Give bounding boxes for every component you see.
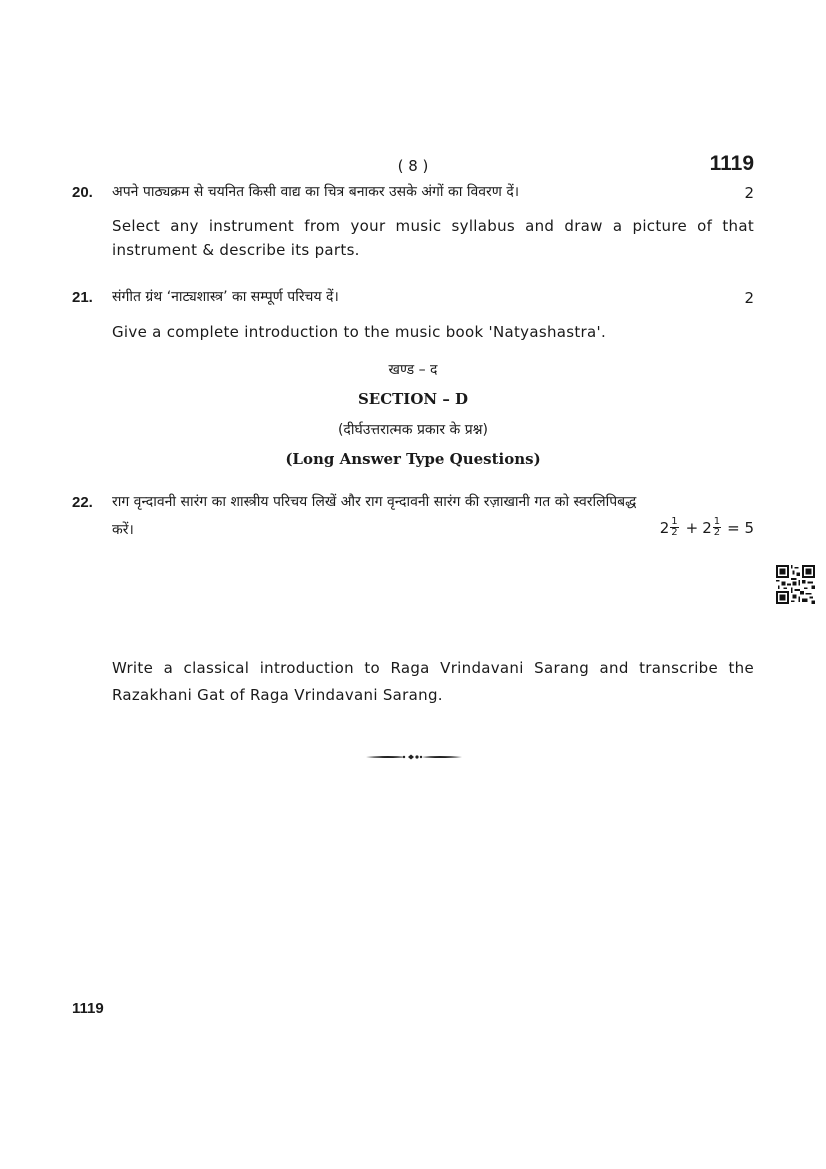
marks-fraction-1 (670, 517, 678, 538)
question-22-english: Write a classical introduction to Raga Vrindavani Sarang and transcribe the Razakhani Gat of Raga Vrindavani Sarang. (112, 659, 754, 704)
marks-fraction-2 (713, 517, 721, 538)
question-22-hindi-line1: राग वृन्दावनी सारंग का शास्त्रीय परिचय लिखें और राग वृन्दावनी सारंग की रज़ाखानी गत को स्वरलिपिबद्ध (112, 494, 637, 510)
question-21-hindi: संगीत ग्रंथ ‘नाट्यशास्त्र’ का सम्पूर्ण परिचय दें। (112, 289, 339, 305)
marks-plus: + (685, 518, 699, 537)
marks-total: = 5 (727, 518, 754, 537)
question-22-number: 22. (72, 494, 93, 511)
question-20-marks: 2 (744, 184, 754, 202)
marks-whole-2: 2 (702, 518, 712, 537)
question-22-hindi-line2: करें। (112, 522, 134, 538)
qr-code-icon (776, 565, 815, 604)
question-22-marks (660, 517, 754, 538)
section-subtitle-hindi: (दीर्घउत्तरात्मक प्रकार के प्रश्न) (337, 422, 489, 438)
fraction-1-numerator: 1 (671, 516, 678, 527)
section-title-hindi: खण्ड – द (388, 362, 438, 378)
fraction-2-denominator: 2 (713, 527, 721, 538)
paper-code-top: 1119 (709, 152, 754, 175)
question-20-hindi: अपने पाठ्यक्रम से चयनित किसी वाद्य का चित्र बनाकर उसके अंगों का विवरण दें। (112, 184, 520, 200)
question-21-marks: 2 (744, 289, 754, 307)
page-number: ( 8 ) (397, 157, 429, 175)
marks-whole-1: 2 (659, 518, 670, 537)
question-20-number: 20. (72, 184, 93, 201)
paper-code-bottom: 1119 (72, 1000, 104, 1017)
question-21-number: 21. (72, 289, 93, 306)
end-ornament-icon (366, 750, 462, 764)
question-20-english: Select any instrument from your music syllabus and draw a picture of that instrument & describe its parts. (112, 217, 754, 259)
fraction-2-numerator: 1 (713, 516, 721, 527)
question-21-english: Give a complete introduction to the music book 'Natyashastra'. (112, 323, 607, 341)
section-title-english: SECTION – D (357, 390, 469, 408)
section-subtitle-english: (Long Answer Type Questions) (285, 450, 541, 468)
fraction-1-denominator: 2 (671, 527, 678, 538)
